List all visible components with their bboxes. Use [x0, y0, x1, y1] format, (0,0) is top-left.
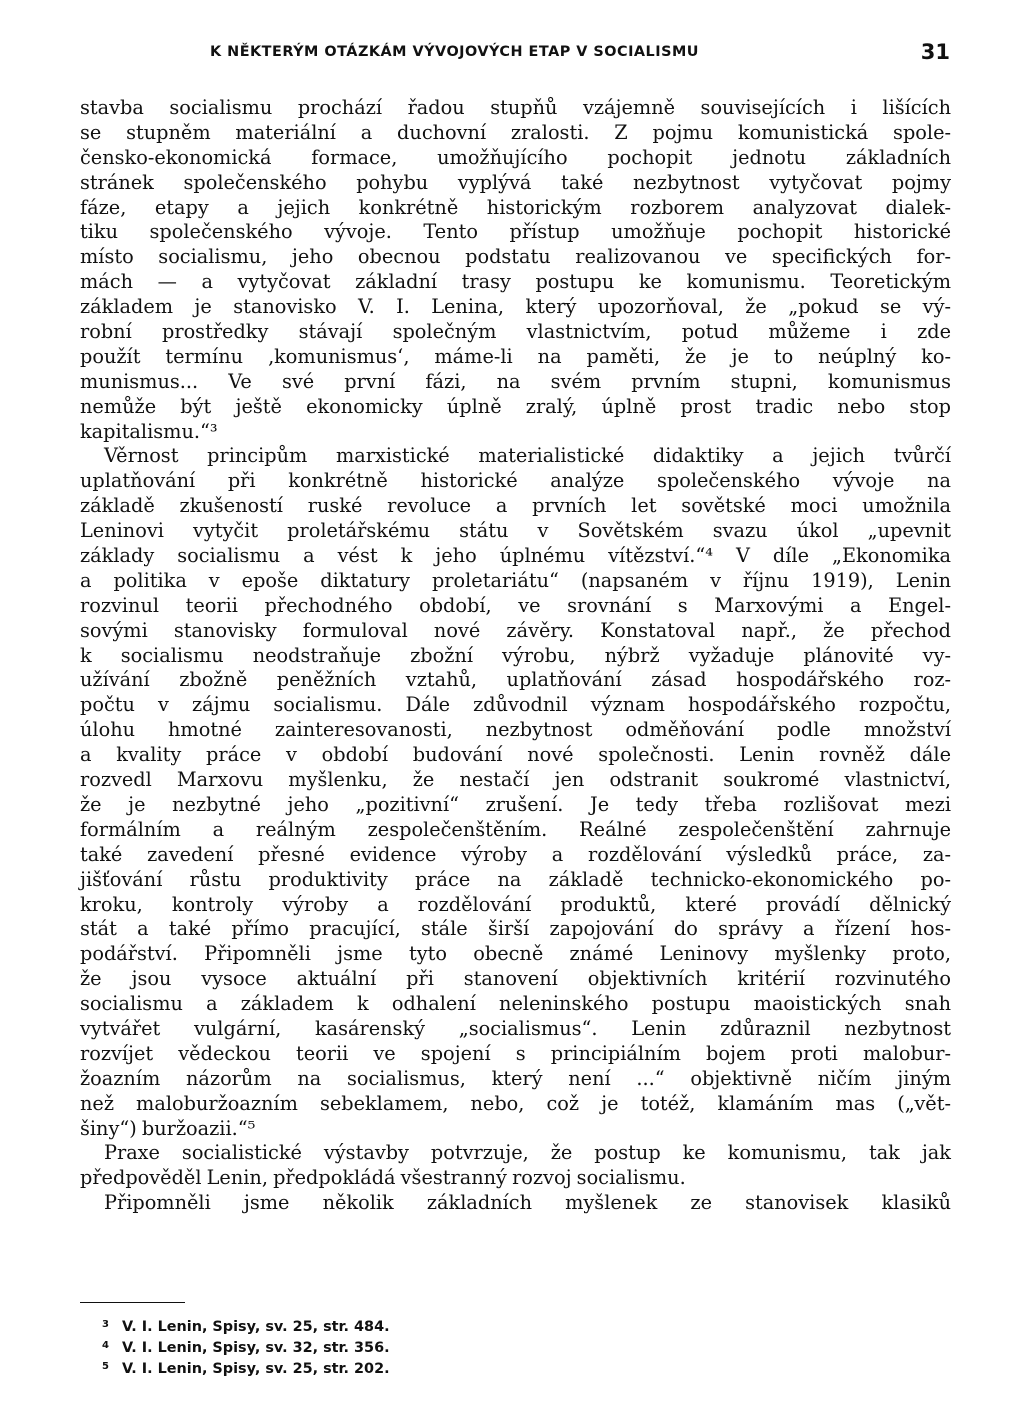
footnote	[102, 1314, 702, 1335]
text-line: Připomněli jsme několik základních myšlenek ze stanovisek klasiků	[104, 1191, 951, 1215]
text-line: užívání zbožně peněžních vztahů, uplatňování zásad hospodářského roz-	[80, 668, 951, 692]
text-line: sovými stanovisky formuloval nové závěry. Konstatoval např., že přechod	[80, 618, 951, 642]
body-text	[80, 96, 951, 1216]
text-line: než maloburžoazním sebeklamem, nebo, což je totéž, klamáním mas („vět-	[80, 1091, 951, 1115]
text-line: vytvářet vulgární, kasárenský „socialismus“. Lenin zdůraznil nezbytnost	[80, 1016, 951, 1040]
footnote	[102, 1356, 702, 1377]
text-line: že je nezbytné jeho „pozitivní“ zrušení. Je tedy třeba rozlišovat mezi	[80, 792, 951, 816]
text-line: rozvedl Marxovu myšlenku, že nestačí jen odstranit soukromé vlastnictví,	[80, 768, 951, 792]
text-line: také zavedení přesné evidence výroby a rozdělování výsledků práce, za-	[80, 842, 951, 866]
text-line: k socialismu neodstraňuje zbožní výrobu, nýbrž vyžaduje plánovité vy-	[80, 643, 951, 667]
text-line: základy socialismu a vést k jeho úplnému vítězství.“⁴ V díle „Ekonomika	[80, 544, 951, 568]
text-line: Věrnost principům marxistické materialistické didaktiky a jejich tvůrčí	[104, 444, 951, 468]
text-line: žoazním názorům na socialismus, který není ...“ objektivně ničím jiným	[80, 1066, 951, 1090]
text-line: předpověděl Lenin, předpokládá všestranný rozvoj socialismu.	[80, 1166, 686, 1190]
footnote-mark: 3	[102, 1319, 109, 1330]
text-line: základem je stanovisko V. I. Lenina, který upozorňoval, že „pokud se vý-	[80, 295, 951, 319]
text-line: stát a také přímo pracující, stále širší zapojování do správy a řízení hos-	[80, 917, 951, 941]
text-line: podářství. Připomněli jsme tyto obecně známé Leninovy myšlenky proto,	[80, 942, 951, 966]
text-line: rozvíjet vědeckou teorii ve spojení s principiálním bojem proti malobur-	[80, 1041, 951, 1065]
text-line: stavba socialismu prochází řadou stupňů vzájemně souvisejících i lišících	[80, 96, 951, 119]
text-line: počtu v zájmu socialismu. Dále zdůvodnil význam hospodářského rozpočtu,	[80, 693, 951, 717]
page-number: 31	[920, 40, 950, 64]
text-line: Praxe socialistické výstavby potvrzuje, že postup ke komunismu, tak jak	[104, 1141, 951, 1165]
text-line: kapitalismu.“³	[80, 419, 218, 443]
text-line: robní prostředky stávají společným vlastnictvím, potud můžeme i zde	[80, 320, 951, 344]
text-line: místo socialismu, jeho obecnou podstatu realizovanou ve specifických for-	[80, 245, 951, 269]
text-line: jišťování růstu produktivity práce na základě technicko-ekonomického po-	[80, 867, 951, 891]
text-line: a kvality práce v období budování nové společnosti. Lenin rovněž dále	[80, 743, 951, 767]
text-line: munismus... Ve své první fázi, na svém prvním stupni, komunismus	[80, 369, 951, 393]
text-line: nemůže být ještě ekonomicky úplně zralý, úplně prost tradic nebo stop	[80, 394, 951, 418]
text-line: mách — a vytyčovat základní trasy postupu ke komunismu. Teoretickým	[80, 270, 951, 294]
text-line: že jsou vysoce aktuální při stanovení objektivních kritérií rozvinutého	[80, 967, 951, 991]
text-line: rozvinul teorii přechodného období, ve srovnání s Marxovými a Engel-	[80, 593, 951, 617]
footnote-text: V. I. Lenin, Spisy, sv. 25, str. 484.	[122, 1319, 390, 1335]
text-line: fáze, etapy a jejich konkrétně historickým rozborem analyzovat dialek-	[80, 195, 951, 219]
text-line: kroku, kontroly výroby a rozdělování produktů, které provádí dělnický	[80, 892, 951, 916]
footnote-divider	[80, 1302, 185, 1303]
footnote-mark: 4	[102, 1340, 109, 1351]
text-line: Leninovi vytyčit proletářskému státu v Sovětském svazu úkol „upevnit	[80, 519, 951, 543]
text-line: uplatňování při konkrétně historické analýze společenského vývoje na	[80, 469, 951, 493]
text-line: socialismu a základem k odhalení neleninského postupu maoistických snah	[80, 992, 951, 1016]
text-line: použít termínu ‚komunismus‘, máme-li na paměti, že je to neúplný ko-	[80, 344, 951, 368]
text-line: čensko-ekonomická formace, umožňujícího pochopit jednotu základních	[80, 145, 951, 169]
text-line: stránek společenského pohybu vyplývá také nezbytnost vytyčovat pojmy	[80, 170, 951, 194]
text-line: se stupněm materiální a duchovní zralosti. Z pojmu komunistická spole-	[80, 120, 951, 144]
text-line: formálním a reálným zespolečenštěním. Reálné zespolečenštění zahrnuje	[80, 817, 951, 841]
running-title: K NĚKTERÝM OTÁZKÁM VÝVOJOVÝCH ETAP V SOCIALISMU	[210, 44, 699, 60]
footnote	[102, 1335, 702, 1356]
text-line: tiku společenského vývoje. Tento přístup umožňuje pochopit historické	[80, 220, 951, 244]
footnote-text: V. I. Lenin, Spisy, sv. 32, str. 356.	[122, 1340, 390, 1356]
text-line: základě zkušeností ruské revoluce a prvních let sovětské moci umožnila	[80, 494, 951, 518]
running-head	[80, 42, 950, 72]
text-line: úlohu hmotné zainteresovanosti, nezbytnost odměňování podle množství	[80, 718, 951, 742]
text-line: šiny“) buržoazii.“⁵	[80, 1116, 256, 1140]
footnotes	[102, 1314, 702, 1377]
footnote-text: V. I. Lenin, Spisy, sv. 25, str. 202.	[122, 1361, 390, 1377]
footnote-mark: 5	[102, 1361, 109, 1372]
text-line: a politika v epoše diktatury proletariátu“ (napsaném v říjnu 1919), Lenin	[80, 568, 951, 592]
